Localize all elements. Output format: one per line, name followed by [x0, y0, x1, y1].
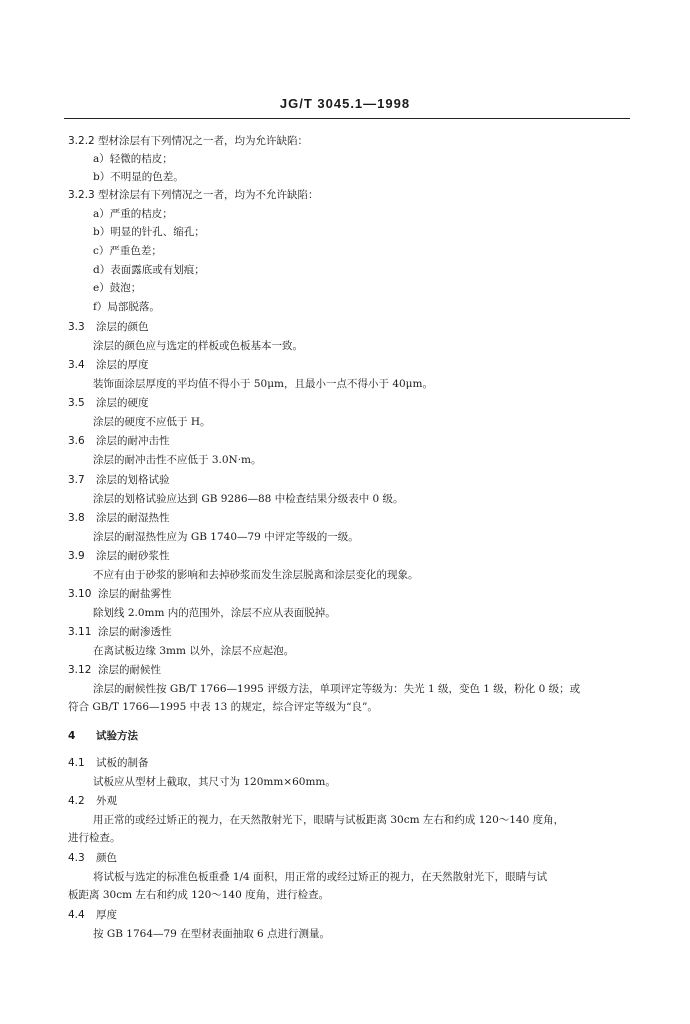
list-item: b）明显的针孔、缩孔；: [93, 226, 205, 238]
clause-4-3-heading: 4.3 颜色: [68, 852, 117, 864]
paragraph: 涂层的颜色应与选定的样板或色板基本一致。: [93, 340, 303, 352]
clause-3-6-heading: 3.6 涂层的耐冲击性: [68, 435, 170, 447]
paragraph: 除划线 2.0mm 内的范围外，涂层不应从表面脱掉。: [93, 607, 336, 619]
paragraph: 涂层的耐湿热性应为 GB 1740—79 中评定等级的一级。: [93, 531, 359, 543]
paragraph: 将试板与选定的标准色板重叠 1/4 面积，用正常的或经过矫正的视力，在天然散射光下，眼睛与试: [93, 871, 548, 883]
list-item: c）严重色差；: [93, 245, 162, 257]
list-item: e）鼓泡；: [93, 282, 142, 294]
clause-3-10-heading: 3.10 涂层的耐盐雾性: [68, 588, 172, 600]
clause-4-2-heading: 4.2 外观: [68, 795, 117, 807]
list-item: a）轻微的桔皮；: [93, 153, 173, 165]
clause-4-4-heading: 4.4 厚度: [68, 909, 117, 921]
clause-3-8-heading: 3.8 涂层的耐湿热性: [68, 512, 170, 524]
clause-3-7-heading: 3.7 涂层的划格试验: [68, 474, 170, 486]
header-rule: [64, 118, 630, 119]
list-item: b）不明显的色差。: [93, 171, 184, 183]
document-header: JG/T 3045.1—1998: [279, 96, 411, 111]
paragraph-continuation: 进行检查。: [68, 832, 121, 844]
paragraph-continuation: 板距离 30cm 左右和约成 120～140 度角，进行检查。: [68, 889, 330, 901]
paragraph: 涂层的耐冲击性不应低于 3.0N·m。: [93, 454, 262, 466]
clause-3-2-3: 3.2.3 型材涂层有下列情况之一者，均为不允许缺陷：: [68, 189, 319, 201]
clause-3-9-heading: 3.9 涂层的耐砂浆性: [68, 550, 170, 562]
section-4-heading: 4 试验方法: [68, 730, 138, 742]
paragraph: 涂层的划格试验应达到 GB 9286—88 中检查结果分级表中 0 级。: [93, 493, 404, 505]
paragraph: 试板应从型材上截取，其尺寸为 120mm×60mm。: [93, 776, 336, 788]
clause-3-4-heading: 3.4 涂层的厚度: [68, 359, 149, 371]
clause-3-12-heading: 3.12 涂层的耐候性: [68, 664, 161, 676]
list-item: a）严重的桔皮；: [93, 208, 173, 220]
paragraph: 涂层的硬度不应低于 H。: [93, 416, 211, 428]
list-item: f）局部脱落。: [93, 301, 160, 313]
clause-3-3-heading: 3.3 涂层的颜色: [68, 321, 149, 333]
paragraph: 用正常的或经过矫正的视力，在天然散射光下，眼睛与试板距离 30cm 左右和约成 120～140 度角，: [93, 814, 565, 826]
clause-3-11-heading: 3.11 涂层的耐渗透性: [68, 626, 172, 638]
paragraph: 按 GB 1764—79 在型材表面抽取 6 点进行测量。: [93, 928, 331, 940]
clause-3-2-2: 3.2.2 型材涂层有下列情况之一者，均为允许缺陷：: [68, 135, 308, 147]
list-item: d）表面露底或有划痕；: [93, 264, 205, 276]
paragraph: 装饰面涂层厚度的平均值不得小于 50μm，且最小一点不得小于 40μm。: [93, 378, 433, 390]
paragraph: 不应有由于砂浆的影响和去掉砂浆而发生涂层脱离和涂层变化的现象。: [93, 569, 419, 581]
clause-3-5-heading: 3.5 涂层的硬度: [68, 397, 149, 409]
paragraph: 在离试板边缘 3mm 以外，涂层不应起泡。: [93, 645, 295, 657]
paragraph: 涂层的耐候性按 GB/T 1766—1995 评级方法，单项评定等级为：失光 1 级，变色 1 级，粉化 0 级；或: [93, 683, 581, 695]
clause-4-1-heading: 4.1 试板的制备: [68, 757, 149, 769]
paragraph-continuation: 符合 GB/T 1766—1995 中表 13 的规定，综合评定等级为“良”。: [68, 701, 378, 713]
